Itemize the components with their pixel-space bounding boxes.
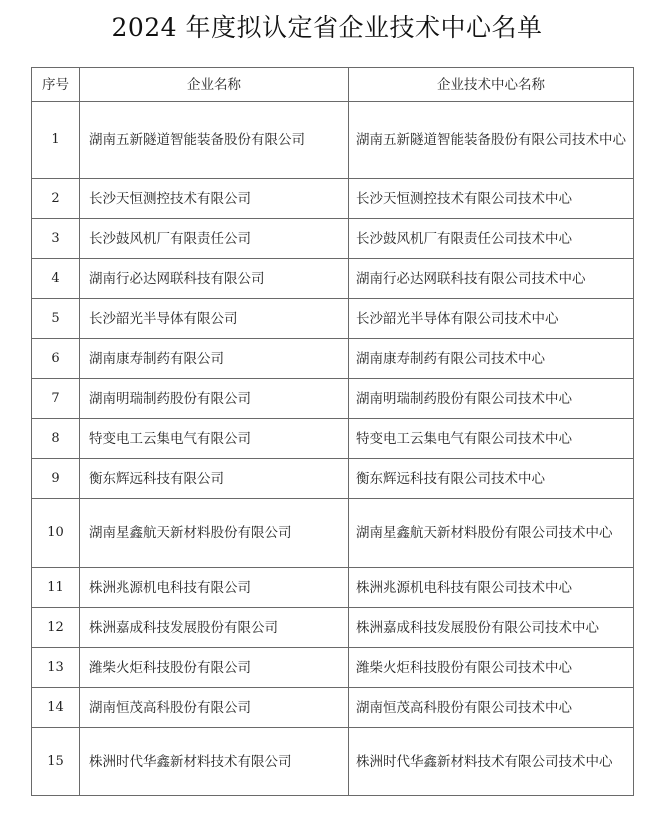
tech-center-name: 湖南恒茂高科股份有限公司技术中心 <box>349 688 634 728</box>
tech-center-name: 湖南康寿制药有限公司技术中心 <box>349 339 634 379</box>
company-name: 湖南星鑫航天新材料股份有限公司 <box>80 499 349 568</box>
tech-center-name: 长沙鼓风机厂有限责任公司技术中心 <box>349 219 634 259</box>
tech-center-name: 株洲兆源机电科技有限公司技术中心 <box>349 568 634 608</box>
row-number: 9 <box>32 459 80 499</box>
company-name: 衡东辉远科技有限公司 <box>80 459 349 499</box>
header-number: 序号 <box>32 68 80 102</box>
tech-center-name: 特变电工云集电气有限公司技术中心 <box>349 419 634 459</box>
company-name: 湖南五新隧道智能装备股份有限公司 <box>80 102 349 179</box>
table-row <box>32 459 634 499</box>
table-header-row <box>32 68 634 102</box>
company-name: 株洲嘉成科技发展股份有限公司 <box>80 608 349 648</box>
row-number: 2 <box>32 179 80 219</box>
tech-center-name: 湖南五新隧道智能装备股份有限公司技术中心 <box>349 102 634 179</box>
company-name: 潍柴火炬科技股份有限公司 <box>80 648 349 688</box>
row-number: 14 <box>32 688 80 728</box>
company-name: 长沙天恒测控技术有限公司 <box>80 179 349 219</box>
table-row <box>32 728 634 796</box>
table-row <box>32 339 634 379</box>
company-name: 湖南康寿制药有限公司 <box>80 339 349 379</box>
company-name: 湖南明瑞制药股份有限公司 <box>80 379 349 419</box>
table-row <box>32 299 634 339</box>
company-name: 株洲时代华鑫新材料技术有限公司 <box>80 728 349 796</box>
row-number: 3 <box>32 219 80 259</box>
page-title: 2024 年度拟认定省企业技术中心名单 <box>111 13 543 42</box>
table-row <box>32 102 634 179</box>
tech-center-name: 湖南星鑫航天新材料股份有限公司技术中心 <box>349 499 634 568</box>
table-row <box>32 688 634 728</box>
company-name: 株洲兆源机电科技有限公司 <box>80 568 349 608</box>
company-list-table <box>31 67 634 796</box>
company-name: 长沙鼓风机厂有限责任公司 <box>80 219 349 259</box>
header-company: 企业名称 <box>80 68 349 102</box>
row-number: 6 <box>32 339 80 379</box>
row-number: 12 <box>32 608 80 648</box>
row-number: 7 <box>32 379 80 419</box>
table-row <box>32 419 634 459</box>
row-number: 13 <box>32 648 80 688</box>
table-row <box>32 499 634 568</box>
company-name: 湖南恒茂高科股份有限公司 <box>80 688 349 728</box>
tech-center-name: 株洲时代华鑫新材料技术有限公司技术中心 <box>349 728 634 796</box>
tech-center-name: 株洲嘉成科技发展股份有限公司技术中心 <box>349 608 634 648</box>
tech-center-name: 长沙天恒测控技术有限公司技术中心 <box>349 179 634 219</box>
header-center: 企业技术中心名称 <box>349 68 634 102</box>
row-number: 1 <box>32 102 80 179</box>
table-row <box>32 379 634 419</box>
row-number: 5 <box>32 299 80 339</box>
row-number: 8 <box>32 419 80 459</box>
tech-center-name: 长沙韶光半导体有限公司技术中心 <box>349 299 634 339</box>
table-row <box>32 648 634 688</box>
table-row <box>32 259 634 299</box>
table-row <box>32 608 634 648</box>
company-name: 长沙韶光半导体有限公司 <box>80 299 349 339</box>
tech-center-name: 衡东辉远科技有限公司技术中心 <box>349 459 634 499</box>
tech-center-name: 湖南行必达网联科技有限公司技术中心 <box>349 259 634 299</box>
company-name: 湖南行必达网联科技有限公司 <box>80 259 349 299</box>
table-row <box>32 568 634 608</box>
row-number: 4 <box>32 259 80 299</box>
tech-center-name: 湖南明瑞制药股份有限公司技术中心 <box>349 379 634 419</box>
table-row <box>32 219 634 259</box>
table-row <box>32 179 634 219</box>
row-number: 11 <box>32 568 80 608</box>
row-number: 10 <box>32 499 80 568</box>
company-name: 特变电工云集电气有限公司 <box>80 419 349 459</box>
row-number: 15 <box>32 728 80 796</box>
tech-center-name: 潍柴火炬科技股份有限公司技术中心 <box>349 648 634 688</box>
